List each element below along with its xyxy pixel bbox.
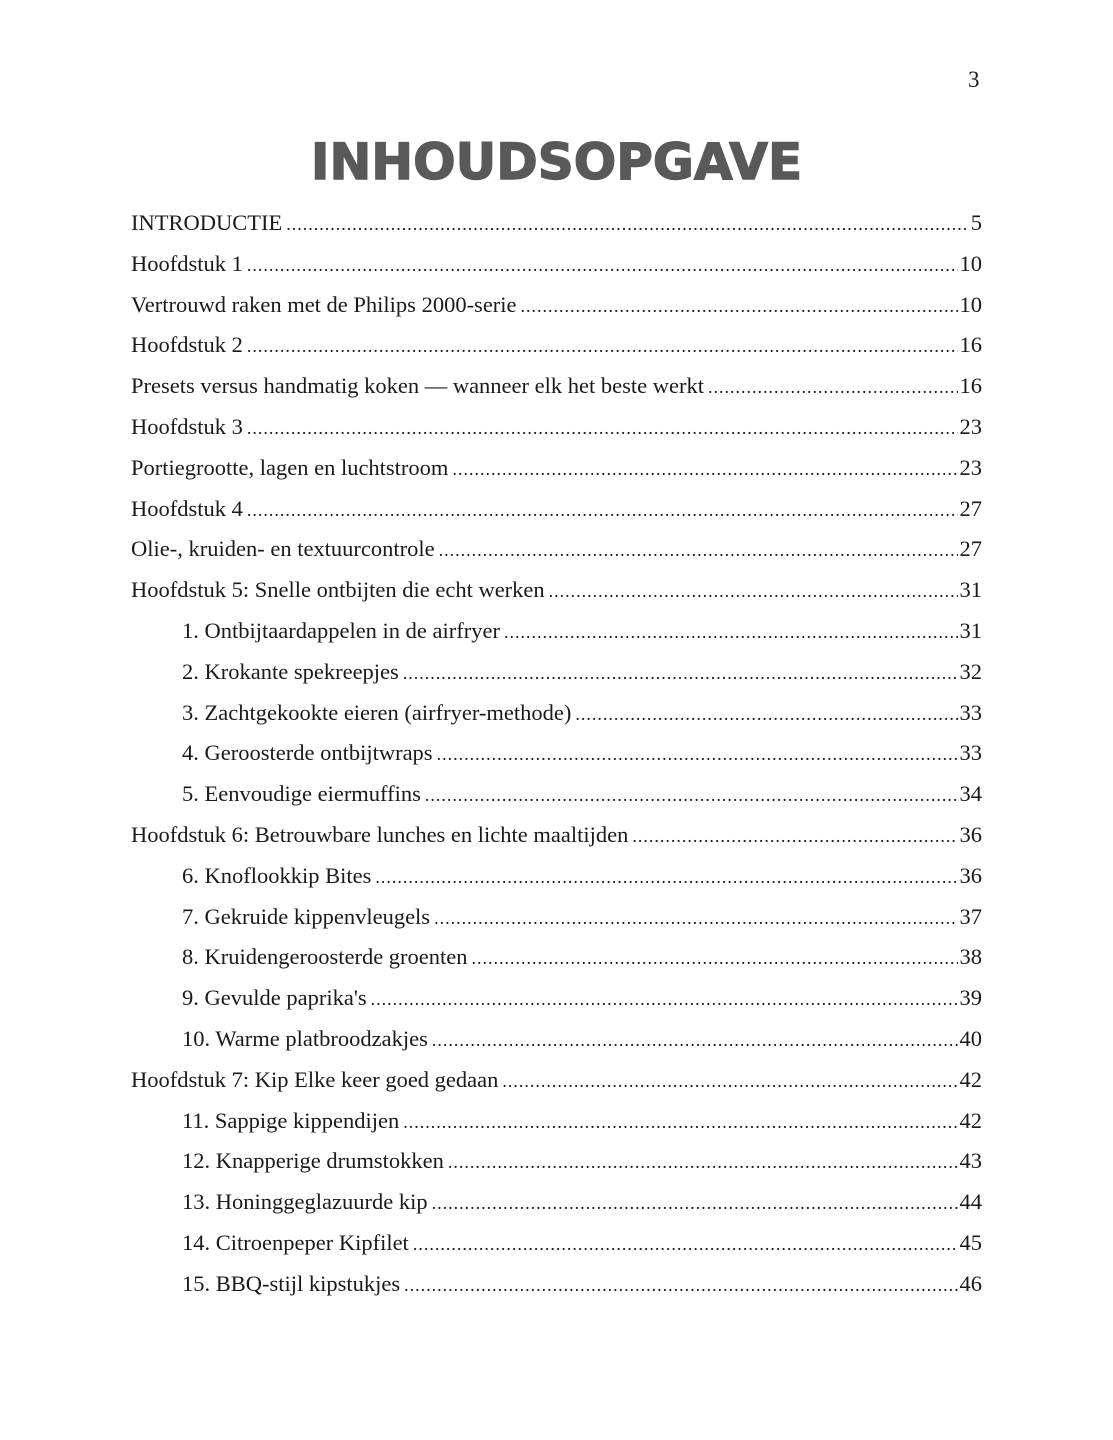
- toc-entry-page: 10: [959, 250, 982, 276]
- toc-dot-leader: [413, 1223, 958, 1265]
- toc-chapter-entry[interactable]: [131, 448, 982, 489]
- toc-recipe-entry[interactable]: [131, 1264, 982, 1305]
- toc-recipe-entry[interactable]: [131, 937, 982, 978]
- toc-dot-leader: [439, 529, 958, 571]
- toc-chapter-entry[interactable]: [131, 244, 982, 285]
- toc-entry-page: 45: [959, 1229, 982, 1255]
- toc-entry-label: 9. Gevulde paprika's: [182, 985, 367, 1011]
- toc-recipe-entry[interactable]: [131, 897, 982, 938]
- toc-dot-leader: [434, 897, 957, 939]
- toc-dot-leader: [504, 611, 958, 653]
- toc-entry-label: 11. Sappige kippendijen: [182, 1107, 400, 1133]
- toc-entry-page: 39: [959, 985, 982, 1011]
- toc-entry-label: 4. Geroosterde ontbijtwraps: [182, 740, 433, 766]
- toc-entry-label: Hoofdstuk 4: [131, 495, 243, 521]
- toc-recipe-entry[interactable]: [131, 774, 982, 815]
- toc-entry-label: Hoofdstuk 2: [131, 332, 243, 358]
- toc-chapter-entry[interactable]: [131, 815, 982, 856]
- toc-recipe-entry[interactable]: [131, 978, 982, 1019]
- toc-entry-label: 2. Krokante spekreepjes: [182, 658, 399, 684]
- toc-entry-label: 13. Honinggeglazuurde kip: [182, 1189, 428, 1215]
- toc-entry-page: 27: [959, 536, 982, 562]
- toc-dot-leader: [549, 570, 958, 612]
- toc-recipe-entry[interactable]: [131, 1101, 982, 1142]
- toc-entry-label: 10. Warme platbroodzakjes: [182, 1025, 428, 1051]
- toc-entry-page: 33: [959, 740, 982, 766]
- toc-dot-leader: [432, 1182, 958, 1224]
- toc-chapter-entry[interactable]: [131, 407, 982, 448]
- toc-entry-label: Hoofdstuk 1: [131, 250, 243, 276]
- toc-entry-page: 33: [959, 699, 982, 725]
- toc-recipe-entry[interactable]: [131, 1141, 982, 1182]
- page-number: 3: [968, 67, 980, 92]
- toc-chapter-entry[interactable]: [131, 285, 982, 326]
- toc-dot-leader: [437, 733, 958, 775]
- toc-dot-leader: [632, 815, 957, 857]
- toc-entry-label: 3. Zachtgekookte eieren (airfryer-methode): [182, 699, 572, 725]
- toc-chapter-entry[interactable]: [131, 325, 982, 366]
- toc-dot-leader: [375, 856, 957, 898]
- toc-chapter-entry[interactable]: [131, 489, 982, 530]
- toc-entry-label: Portiegrootte, lagen en luchtstroom: [131, 454, 449, 480]
- toc-recipe-entry[interactable]: [131, 693, 982, 734]
- toc-recipe-entry[interactable]: [131, 652, 982, 693]
- toc-entry-label: Vertrouwd raken met de Philips 2000-serie: [131, 291, 517, 317]
- toc-entry-page: 16: [959, 332, 982, 358]
- toc-entry-label: 5. Eenvoudige eiermuffins: [182, 781, 421, 807]
- toc-entry-page: 37: [959, 903, 982, 929]
- toc-recipe-entry[interactable]: [131, 1223, 982, 1264]
- page-title: INHOUDSOPGAVE: [310, 133, 803, 191]
- toc-entry-label: Hoofdstuk 3: [131, 413, 243, 439]
- toc-entry-page: 31: [959, 577, 982, 603]
- toc-entry-label: 12. Knapperige drumstokken: [182, 1148, 444, 1174]
- toc-entry-label: Hoofdstuk 5: Snelle ontbijten die echt werken: [131, 577, 545, 603]
- toc-entry-page: 23: [959, 413, 982, 439]
- toc-entry-page: 46: [959, 1270, 982, 1296]
- table-of-contents: [131, 203, 982, 1305]
- toc-dot-leader: [403, 1101, 957, 1143]
- toc-chapter-entry[interactable]: [131, 203, 982, 244]
- toc-dot-leader: [448, 1141, 958, 1183]
- toc-dot-leader: [425, 774, 958, 816]
- toc-entry-page: 34: [959, 781, 982, 807]
- toc-entry-page: 10: [959, 291, 982, 317]
- toc-entry-page: 16: [959, 373, 982, 399]
- toc-dot-leader: [247, 244, 958, 286]
- toc-dot-leader: [432, 1019, 958, 1061]
- toc-entry-page: 27: [959, 495, 982, 521]
- toc-entry-page: 43: [959, 1148, 982, 1174]
- toc-entry-label: Hoofdstuk 6: Betrouwbare lunches en lichte maaltijden: [131, 821, 629, 847]
- toc-entry-page: 32: [959, 658, 982, 684]
- toc-recipe-entry[interactable]: [131, 1182, 982, 1223]
- toc-chapter-entry[interactable]: [131, 1060, 982, 1101]
- toc-entry-page: 44: [959, 1189, 982, 1215]
- toc-dot-leader: [371, 978, 958, 1020]
- toc-recipe-entry[interactable]: [131, 611, 982, 652]
- toc-recipe-entry[interactable]: [131, 1019, 982, 1060]
- toc-entry-label: INTRODUCTIE: [131, 210, 283, 235]
- toc-dot-leader: [472, 937, 958, 979]
- toc-entry-page: 42: [959, 1066, 982, 1092]
- toc-dot-leader: [575, 693, 957, 735]
- toc-dot-leader: [403, 652, 958, 694]
- toc-entry-label: Olie-, kruiden- en textuurcontrole: [131, 536, 435, 562]
- toc-entry-page: 38: [959, 944, 982, 970]
- toc-recipe-entry[interactable]: [131, 733, 982, 774]
- toc-dot-leader: [247, 407, 958, 449]
- toc-entry-page: 5: [970, 210, 982, 235]
- toc-entry-page: 36: [959, 821, 982, 847]
- toc-dot-leader: [708, 366, 958, 408]
- toc-dot-leader: [404, 1264, 957, 1306]
- toc-dot-leader: [521, 285, 958, 327]
- toc-dot-leader: [286, 203, 969, 245]
- toc-entry-label: 14. Citroenpeper Kipfilet: [182, 1229, 409, 1255]
- toc-chapter-entry[interactable]: [131, 570, 982, 611]
- toc-dot-leader: [452, 448, 957, 490]
- toc-entry-label: Hoofdstuk 7: Kip Elke keer goed gedaan: [131, 1066, 499, 1092]
- toc-entry-page: 40: [959, 1025, 982, 1051]
- toc-entry-page: 42: [959, 1107, 982, 1133]
- toc-chapter-entry[interactable]: [131, 366, 982, 407]
- toc-entry-page: 23: [959, 454, 982, 480]
- toc-dot-leader: [247, 325, 958, 367]
- toc-entry-label: 15. BBQ-stijl kipstukjes: [182, 1270, 401, 1296]
- toc-entry-label: 8. Kruidengeroosterde groenten: [182, 944, 468, 970]
- toc-entry-label: Presets versus handmatig koken — wanneer elk het beste werkt: [131, 373, 704, 399]
- toc-entry-label: 6. Knoflookkip Bites: [182, 862, 372, 888]
- toc-entry-page: 36: [959, 862, 982, 888]
- toc-entry-label: 7. Gekruide kippenvleugels: [182, 903, 431, 929]
- toc-recipe-entry[interactable]: [131, 856, 982, 897]
- toc-entry-page: 31: [959, 617, 982, 643]
- toc-dot-leader: [247, 489, 958, 531]
- toc-chapter-entry[interactable]: [131, 529, 982, 570]
- toc-entry-label: 1. Ontbijtaardappelen in de airfryer: [182, 617, 500, 643]
- toc-dot-leader: [502, 1060, 957, 1102]
